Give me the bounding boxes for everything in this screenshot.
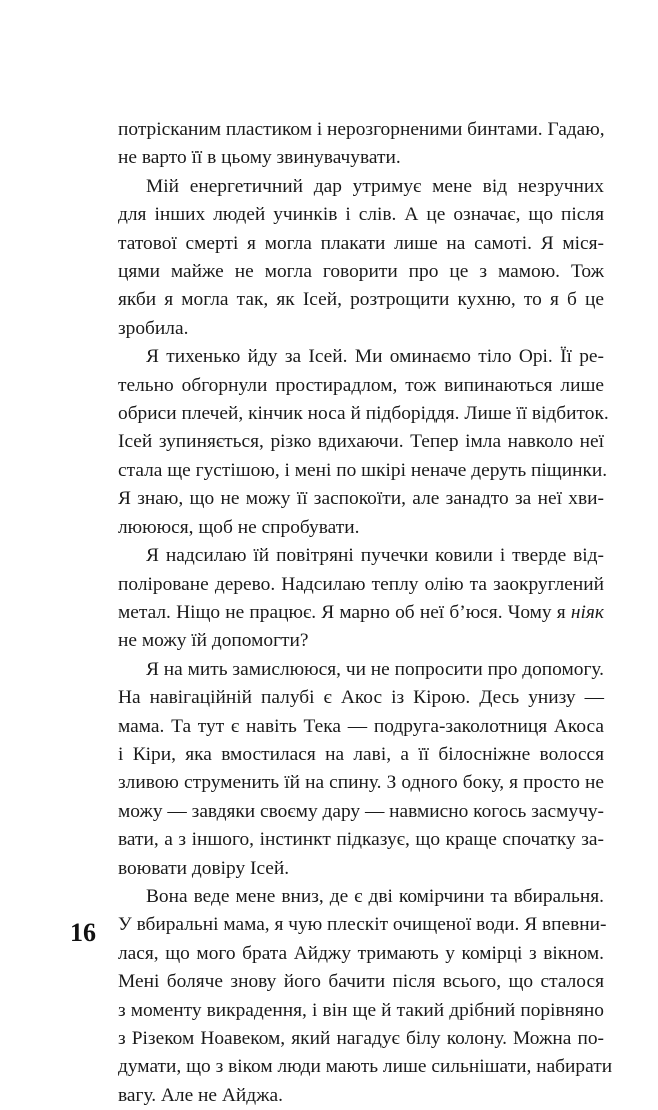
text-line: Ісей зупиняється, різко вдихаючи. Тепер імла навколо неї — [118, 431, 604, 453]
paragraph-4 — [118, 542, 604, 656]
text-line: татової смерті я могла плакати лише на самоті. Я міся- — [118, 232, 604, 254]
text-line: для інших людей учинків і слів. А це означає, що після — [118, 204, 604, 226]
text-line: Мій енергетичний дар утримує мене від незручних — [146, 175, 604, 197]
text-line: обриси плечей, кінчик носа й підборіддя. Лише її відбиток. — [118, 403, 609, 425]
text-line: воювати довіру Ісей. — [118, 857, 290, 879]
text-line: Я на мить замислююся, чи не попросити про допомогу. — [146, 658, 605, 680]
text-line: цями майже не могла говорити про це з мамою. Тож — [118, 261, 604, 283]
text-line: думати, що з віком люди мають лише сильнішати, набирати — [118, 1056, 613, 1078]
paragraph-6 — [118, 883, 613, 1110]
text-line: Вона веде мене вниз, де є дві комірчини та вбиральня. — [146, 885, 604, 907]
text-line: з Різеком Ноавеком, який нагадує білу колону. Можна по- — [118, 1028, 604, 1049]
text-segment: метал. Ніщо не працює. Я марно об неї б’юся. Чому я — [118, 601, 571, 623]
text-line: Мені боляче знову його бачити після всього, що сталося — [118, 971, 604, 993]
text-line: можу — завдяки своєму дару — навмисно когось засмучу- — [118, 800, 604, 822]
text-line: вати, а з іншого, інстинкт підказує, що краще спочатку за- — [118, 829, 604, 851]
text-line: Я надсилаю їй повітряні пучечки ковили і тверде від- — [146, 545, 604, 567]
italic-word: ніяк — [570, 601, 604, 623]
text-line-with-italic — [118, 599, 604, 627]
text-line: не варто її в цьому звинувачувати. — [118, 147, 401, 169]
text-line: зробила. — [118, 317, 189, 339]
paragraph-3 — [118, 343, 609, 542]
text-line: зливою струменить їй на спину. З одного боку, я просто не — [118, 772, 604, 794]
text-line: тельно обгорнули простирадлом, тож випинаються лише — [118, 374, 604, 396]
text-line: з моменту викрадення, і він ще й такий дрібний порівняно — [118, 999, 604, 1021]
text-line: лася, що мого брата Айджу тримають у комірці з вікном. — [118, 942, 604, 964]
text-line: Я знаю, що не можу її заспокоїти, але занадто за неї хви- — [118, 488, 604, 510]
paragraph-2 — [118, 173, 604, 343]
paragraph-1 — [118, 116, 604, 173]
body-text — [118, 116, 613, 1110]
text-line: У вбиральні мама, я чую плескіт очищеної води. Я впевни- — [118, 914, 607, 936]
text-line: і Кіри, яка вмостилася на лаві, а її білосніжне волосся — [118, 743, 604, 765]
text-line: якби я могла так, як Ісей, розтрощити кухню, то я б це — [118, 289, 604, 311]
text-line: люююся, щоб не спробувати. — [118, 516, 360, 538]
text-line: Я тихенько йду за Ісей. Ми оминаємо тіло Орі. Її ре- — [146, 346, 604, 368]
text-line: мама. Та тут є навіть Тека — подруга-заколотниця Акоса — [118, 715, 604, 737]
text-line: потрісканим пластиком і нерозгорненими бинтами. Гадаю, — [118, 119, 605, 140]
text-line: поліроване дерево. Надсилаю теплу олію та заокруглений — [118, 573, 604, 595]
paragraph-5 — [118, 656, 604, 883]
text-line: стала ще густішою, і мені по шкірі неначе деруть піщинки. — [118, 459, 608, 481]
page-number: 16 — [70, 918, 96, 947]
text-line: На навігаційній палубі є Акос із Кірою. Десь унизу — — [118, 687, 604, 709]
text-line: вагу. Але не Айджа. — [118, 1084, 283, 1106]
text-line: не можу їй допомогти? — [118, 630, 309, 652]
